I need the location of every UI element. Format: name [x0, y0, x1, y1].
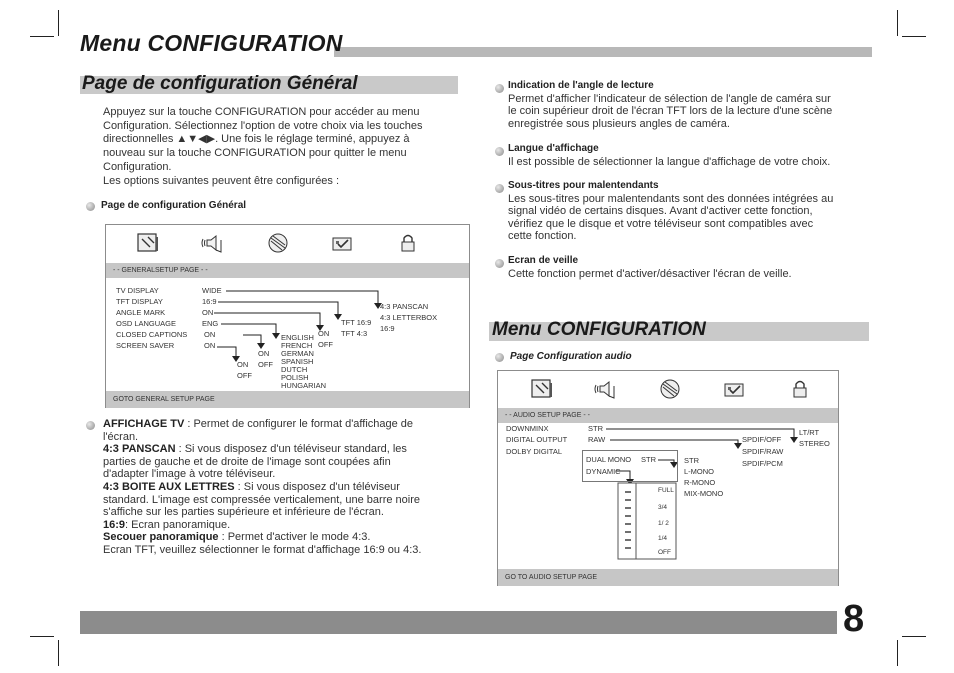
dynamic-level[interactable]: 3/4	[658, 504, 668, 511]
detail-line: AFFICHAGE TV : Permet de configurer le format d'affichage de	[103, 418, 414, 430]
title-rule	[334, 47, 872, 57]
tft-option[interactable]: TFT 4:3	[341, 329, 368, 338]
language-option[interactable]: HUNGARIAN	[281, 381, 327, 390]
menu-value: 16:9	[202, 297, 217, 306]
page-number: 8	[843, 598, 865, 640]
crop-mark	[58, 640, 59, 666]
language-option[interactable]: POLISH	[281, 373, 309, 382]
detail-line: Secouer panoramique : Permet d'activer le mode 4:3.	[103, 531, 371, 544]
intro-line: Configuration.	[103, 160, 172, 173]
general-setup-panel	[105, 224, 470, 408]
saver-option[interactable]: OFF	[237, 371, 252, 380]
mono-option[interactable]: R-MONO	[684, 478, 716, 487]
bullet-icon	[495, 147, 504, 156]
language-option[interactable]: FRENCH	[281, 341, 313, 350]
general-setup-footer[interactable]: GOTO GENERAL SETUP PAGE	[106, 391, 469, 408]
menu-value: WIDE	[202, 286, 222, 295]
detail-line: Ecran TFT, veuillez sélectionner le format d'affichage 16:9 ou 4:3.	[103, 543, 422, 556]
detail-line: 16:9: Ecran panoramique.	[103, 518, 231, 531]
menu-label[interactable]: CLOSED CAPTIONS	[116, 330, 188, 339]
language-option[interactable]: ENGLISH	[281, 333, 314, 342]
item-line: enregistrée sous plusieurs angles de caméra.	[508, 117, 730, 130]
crop-mark	[30, 636, 54, 637]
spdif-option[interactable]: SPDIF/OFF	[742, 435, 782, 444]
item-line: Cette fonction permet d'activer/désactiver l'écran de veille.	[508, 267, 792, 280]
intro-line: Configuration. Sélectionnez l'option de votre choix via les touches	[103, 119, 423, 132]
crop-mark	[897, 10, 898, 36]
item-line: cette fonction.	[508, 230, 577, 242]
detail-line: standard. L'image est compressée verticalement, une barre noire	[103, 493, 420, 506]
crop-mark	[902, 636, 926, 637]
intro-text	[103, 106, 468, 188]
item-heading: Langue d'affichage	[508, 143, 599, 154]
detail-line: d'adapter l'image à votre téléviseur.	[103, 468, 276, 481]
downmix-option[interactable]: LT/RT	[799, 428, 820, 437]
mono-option[interactable]: STR	[684, 456, 699, 465]
subhead-general: Page de configuration Général	[101, 200, 247, 211]
dynamic-level[interactable]: FULL	[658, 487, 674, 494]
menu-value: ON	[204, 341, 216, 350]
screensaver-info	[508, 255, 878, 280]
bullet-icon	[495, 184, 504, 193]
audio-menu-value: STR	[588, 424, 603, 433]
page-title: Menu CONFIGURATION	[80, 30, 343, 56]
subhead-audio: Page Configuration audio	[510, 351, 632, 362]
crop-mark	[58, 10, 59, 36]
detail-line: 4:3 PANSCAN : Si vous disposez d'un téléviseur standard, les	[103, 443, 407, 456]
detail-line: l'écran.	[103, 430, 139, 443]
item-line: Permet d'afficher l'indicateur de sélection de l'angle de caméra sur	[508, 92, 831, 105]
item-line: signal vidéo de certains disques. Avant d'activer cette fonction,	[508, 205, 813, 217]
saver-option[interactable]: ON	[237, 360, 249, 369]
bullet-icon	[495, 84, 504, 93]
cc-option[interactable]: OFF	[258, 360, 273, 369]
menu-label[interactable]: TV DISPLAY	[116, 286, 159, 295]
menu-value: ON	[204, 330, 216, 339]
general-setup-bar: - - GENERALSETUP PAGE - -	[106, 263, 469, 278]
item-line: vérifiez que le disque et votre téléviseur sont compatibles avec	[508, 217, 814, 230]
bullet-icon	[495, 353, 504, 362]
footer-bar	[80, 611, 837, 634]
dolby-label[interactable]: DYNAMIC	[586, 467, 621, 476]
dolby-label[interactable]: DUAL MONO	[586, 455, 632, 464]
intro-line: Les options suivantes peuvent être configurées :	[103, 174, 340, 187]
menu-label[interactable]: SCREEN SAVER	[116, 341, 175, 350]
menu-value: ON	[202, 308, 214, 317]
item-line: Il est possible de sélectionner la langue d'affichage de votre choix.	[508, 155, 831, 168]
item-line: Les sous-titres pour malentendants sont des données intégrées au	[508, 192, 834, 205]
dynamic-level[interactable]: OFF	[658, 549, 671, 556]
detail-line: s'affiche sur les parties supérieure et inférieure de l'écran.	[103, 506, 384, 519]
menu-label[interactable]: ANGLE MARK	[116, 308, 166, 317]
angle-option[interactable]: OFF	[318, 340, 333, 349]
tv-display-details	[103, 418, 468, 557]
bullet-icon	[495, 259, 504, 268]
captions-info	[508, 180, 878, 243]
audio-menu-value: RAW	[588, 435, 606, 444]
intro-line: Appuyez sur la touche CONFIGURATION pour accéder au menu	[103, 106, 420, 118]
item-heading: Indication de l'angle de lecture	[508, 80, 654, 91]
item-heading: Sous-titres pour malentendants	[508, 180, 659, 191]
crop-mark	[897, 640, 898, 666]
menu-label[interactable]: TFT DISPLAY	[116, 297, 163, 306]
language-option[interactable]: DUTCH	[281, 365, 308, 374]
tft-option[interactable]: TFT 16:9	[341, 318, 372, 327]
language-option[interactable]: SPANISH	[281, 357, 314, 366]
intro-line: nouveau sur la touche CONFIGURATION pour quitter le menu	[103, 147, 407, 160]
tv-option[interactable]: 4:3 PANSCAN	[380, 302, 429, 311]
detail-line: 4:3 BOITE AUX LETTRES : Si vous disposez d'un téléviseur	[103, 480, 400, 493]
crop-mark	[30, 36, 54, 37]
section-title: Page de configuration Général	[82, 73, 358, 94]
angle-option[interactable]: ON	[318, 329, 330, 338]
mono-option[interactable]: MIX-MONO	[684, 489, 724, 498]
language-option[interactable]: GERMAN	[281, 349, 314, 358]
menu-value: ENG	[202, 319, 219, 328]
crop-mark	[902, 36, 926, 37]
audio-menu-label[interactable]: DOWNMINX	[506, 424, 549, 433]
item-heading: Ecran de veille	[508, 255, 579, 266]
section-title: Menu CONFIGURATION	[492, 319, 706, 340]
dynamic-level[interactable]: 1/ 2	[658, 520, 669, 527]
detail-line: parties de gauche et de droite de l'image sont coupées afin	[103, 455, 391, 468]
audio-setup-bar: - - AUDIO SETUP PAGE - -	[498, 408, 838, 423]
bullet-icon	[86, 421, 95, 430]
audio-setup-panel	[497, 370, 839, 586]
cc-option[interactable]: ON	[258, 349, 270, 358]
tv-option[interactable]: 4:3 LETTERBOX	[380, 313, 438, 322]
spdif-option[interactable]: SPDIF/PCM	[742, 459, 783, 468]
dynamic-level[interactable]: 1/4	[658, 535, 668, 542]
menu-label[interactable]: OSD LANGUAGE	[116, 319, 177, 328]
downmix-option[interactable]: STEREO	[799, 439, 830, 448]
audio-menu-label[interactable]: DOLBY DIGITAL	[506, 447, 562, 456]
audio-setup-footer[interactable]: GO TO AUDIO SETUP PAGE	[498, 569, 838, 586]
bullet-icon	[86, 202, 95, 211]
language-info	[508, 143, 878, 168]
angle-info	[508, 80, 878, 130]
dolby-value: STR	[641, 455, 656, 464]
item-line: le coin supérieur droit de l'écran TFT lors de la lecture d'une scène	[508, 105, 833, 117]
intro-line: directionnelles ▲▼◀▶. Une fois le réglage terminé, appuyez à	[103, 133, 410, 146]
mono-option[interactable]: L-MONO	[684, 467, 714, 476]
audio-menu-label[interactable]: DIGITAL OUTPUT	[506, 435, 568, 444]
spdif-option[interactable]: SPDIF/RAW	[742, 447, 784, 456]
tv-option[interactable]: 16:9	[380, 324, 395, 333]
